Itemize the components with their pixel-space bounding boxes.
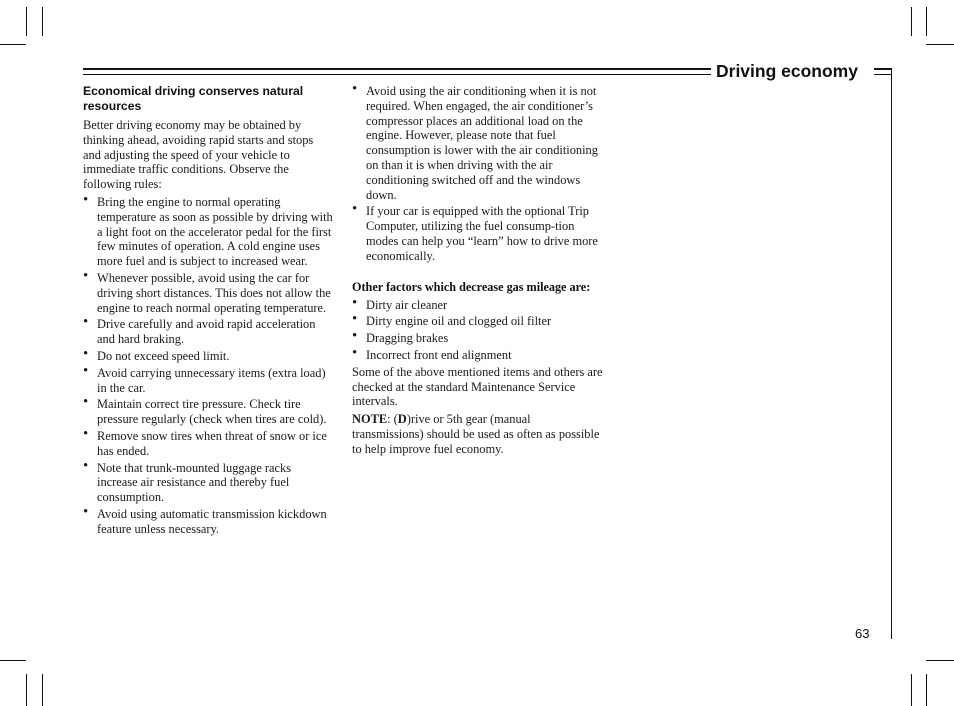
list-item: • Whenever possible, avoid using the car for driving short distances. This does not allow the engine to reach normal operating temperature. bbox=[83, 267, 331, 315]
crop-mark bbox=[926, 660, 954, 661]
bullet-icon: • bbox=[83, 191, 89, 208]
list-item: • Dirty air cleaner bbox=[352, 294, 448, 312]
list-item: • Dragging brakes bbox=[352, 328, 449, 346]
list-item: • Maintain correct tire pressure. Check tire pressure regularly (check when tires are cold). bbox=[83, 394, 327, 427]
bullet-icon: • bbox=[83, 314, 89, 331]
tips-list bbox=[352, 81, 604, 264]
header-rule bbox=[83, 74, 711, 75]
page-edge-rule bbox=[891, 68, 892, 639]
page-number: 63 bbox=[855, 626, 870, 641]
rules-list bbox=[83, 191, 333, 537]
gear-letter: D bbox=[397, 412, 407, 427]
bullet-icon: • bbox=[83, 345, 89, 362]
crop-mark bbox=[42, 7, 43, 36]
crop-mark bbox=[42, 674, 43, 706]
list-item: • Bring the engine to normal operating temperature as soon as possible by driving with a light foot on the accelerator pedal for the first few minutes of operation. A cold engine uses more fuel and is subject to increased wear. bbox=[83, 191, 333, 269]
bullet-icon: • bbox=[352, 201, 358, 218]
header-rule bbox=[874, 68, 892, 70]
bullet-icon: • bbox=[83, 394, 89, 411]
bullet-icon: • bbox=[352, 328, 358, 345]
note-paragraph: NOTE: (D)rive or 5th gear (manual transmissions) should be used as often as possible to help improve fuel economy. bbox=[352, 412, 600, 456]
list-item: • Remove snow tires when threat of snow or ice has ended. bbox=[83, 425, 327, 458]
bullet-icon: • bbox=[352, 81, 358, 97]
intro-paragraph: Better driving economy may be obtained by thinking ahead, avoiding rapid starts and stops and adjusting the speed of your vehicle to immediate traffic conditions. Observe the following rules: bbox=[83, 118, 314, 192]
maintenance-paragraph: Some of the above mentioned items and others are checked at the standard Maintenance Service intervals. bbox=[352, 364, 603, 409]
crop-mark bbox=[926, 7, 927, 36]
bullet-icon: • bbox=[352, 294, 358, 311]
list-item: • Drive carefully and avoid rapid acceleration and hard braking. bbox=[83, 314, 316, 347]
list-item: • Dirty engine oil and clogged oil filter bbox=[352, 311, 552, 329]
list-item: • Avoid using automatic transmission kickdown feature unless necessary. bbox=[83, 503, 327, 536]
list-item: • If your car is equipped with the optional Trip Computer, utilizing the fuel consump-tion modes can help you “learn” how to drive more economically. bbox=[352, 201, 598, 263]
crop-mark bbox=[26, 674, 27, 706]
header-rule bbox=[83, 68, 711, 70]
bullet-icon: • bbox=[83, 362, 89, 379]
crop-mark bbox=[0, 44, 26, 45]
crop-mark bbox=[26, 7, 27, 36]
bullet-icon: • bbox=[83, 503, 89, 520]
list-item: • Incorrect front end alignment bbox=[352, 344, 512, 362]
section-heading: Economical driving conserves natural resources bbox=[83, 84, 304, 113]
list-item: • Avoid carrying unnecessary items (extra load) in the car. bbox=[83, 362, 326, 395]
bullet-icon: • bbox=[352, 344, 358, 361]
bullet-icon: • bbox=[83, 425, 89, 442]
crop-mark bbox=[911, 7, 912, 36]
crop-mark bbox=[926, 44, 954, 45]
crop-mark bbox=[926, 674, 927, 706]
subheading: Other factors which decrease gas mileage are: bbox=[352, 279, 591, 294]
crop-mark bbox=[0, 660, 26, 661]
right-column bbox=[352, 81, 604, 460]
list-item: • Do not exceed speed limit. bbox=[83, 345, 230, 363]
left-column bbox=[83, 84, 333, 539]
list-item: • Note that trunk-mounted luggage racks increase air resistance and thereby fuel consumption. bbox=[83, 457, 292, 505]
bullet-icon: • bbox=[352, 311, 358, 328]
list-item: • Avoid using the air conditioning when it is not required. When engaged, the air conditioner’s compressor places an additional load on the engine. However, please note that fuel consumption is lower with the air conditioning on than it is when driving with the air conditioning switched off and the windows down. bbox=[352, 81, 598, 202]
header-rule bbox=[874, 74, 892, 75]
bullet-icon: • bbox=[83, 267, 89, 284]
page-title: Driving economy bbox=[716, 61, 858, 81]
factors-list bbox=[352, 294, 604, 363]
note-label: NOTE bbox=[352, 412, 388, 427]
crop-mark bbox=[911, 674, 912, 706]
bullet-icon: • bbox=[83, 457, 89, 474]
